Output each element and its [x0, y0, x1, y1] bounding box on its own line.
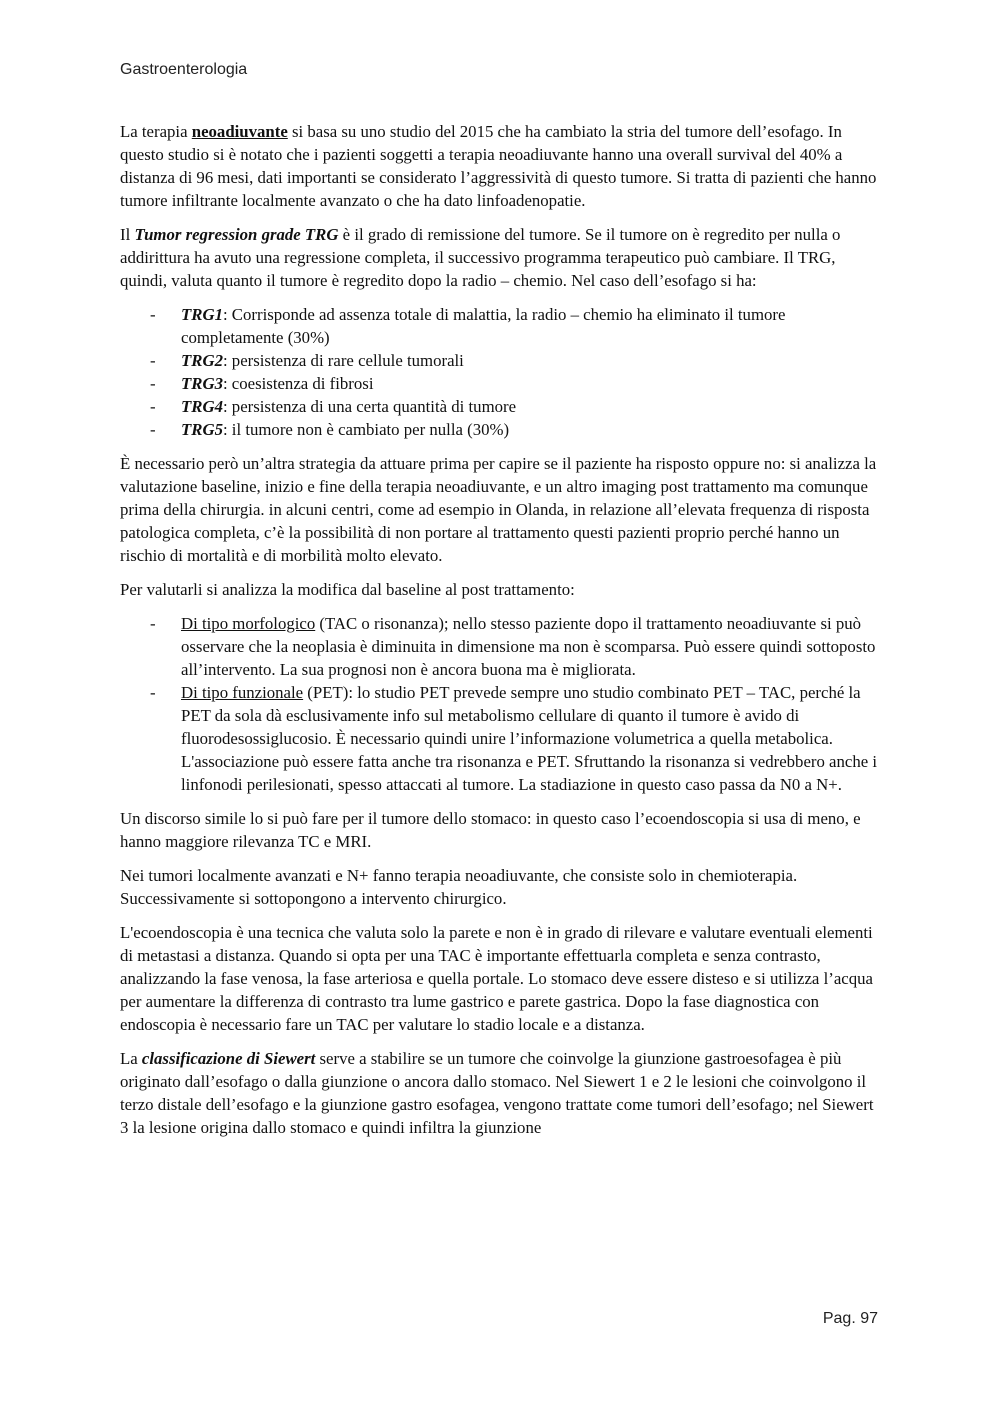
list-item — [120, 372, 882, 395]
list-item — [120, 349, 882, 372]
paragraph-valutazione: Per valutarli si analizza la modifica dal baseline al post trattamento: — [120, 580, 575, 599]
paragraph-trg — [120, 223, 882, 292]
paragraph-ecoendoscopia: L'ecoendoscopia è una tecnica che valuta solo la parete e non è in grado di rilevare e valutare eventuali elementi di metastasi a distanza. Quando si opta per una TAC è importante effettuarla completa e senza contrasto, analizzando la fase venosa, la fase arteriosa e quella portale. Lo stomaco deve essere disteso e si utilizza l’acqua per aumentare la differenza di contrasto tra lume gastrico e parete gastrica. Dopo la fase diagnostica con endoscopia è necessario fare un TAC per valutare lo stadio locale e a distanza. — [120, 923, 873, 1034]
list-text: (PET): lo studio PET prevede sempre uno studio combinato PET – TAC, perché la PET da sola dà esclusivamente info sul metabolismo cellulare di quanto il tumore è avido di fluorodesossiglucosio. È necessario quindi unire l’informazione volumetrica a quella metabolica. L'associazione può essere fatta anche tra risonanza e PET. Sfruttando la risonanza si vedrebbero anche i linfonodi perilesionati, spesso attaccati al tumore. La stadiazione in questo caso passa da N0 a N+. — [181, 683, 878, 794]
list-text: : persistenza di rare cellule tumorali — [222, 351, 464, 370]
list-item — [120, 418, 882, 441]
list-item — [120, 612, 882, 681]
list-term: TRG3 — [181, 374, 223, 393]
paragraph-stomaco: Un discorso simile lo si può fare per il tumore dello stomaco: in questo caso l’ecoendoscopia si usa di meno, e hanno maggiore rilevanza TC e MRI. — [120, 809, 861, 851]
text-span: si basa su uno studio del 2015 che ha cambiato la stria del tumore dell’esofago. In questo studio si è notato che i pazienti soggetti a terapia neoadiuvante hanno una overall survival del 40% a distanza di 96 mesi, dati importanti se considerato l’aggressività di questo tumore. Si tratta di pazienti che hanno tumore infiltrante localmente avanzato o che ha dato linfoadenopatie. — [120, 122, 877, 210]
paragraph-neoadiuvante — [120, 120, 882, 212]
list-item — [120, 303, 882, 349]
paragraph-siewert — [120, 1047, 882, 1139]
modification-list — [120, 612, 882, 796]
page-number: Pag. 97 — [822, 1310, 878, 1327]
paragraph-tumori-avanzati: Nei tumori localmente avanzati e N+ fanno terapia neoadiuvante, che consiste solo in chemioterapia. Successivamente si sottopongono a intervento chirurgico. — [120, 866, 798, 908]
list-term: TRG2 — [181, 351, 223, 370]
list-term: TRG4 — [181, 397, 223, 416]
text-span: Il — [120, 225, 135, 244]
list-item — [120, 395, 882, 418]
page-body — [120, 120, 882, 1150]
text-span: serve a stabilire se un tumore che coinvolge la giunzione gastroesofagea è più originato dall’esofago o dalla giunzione o ancora dallo stomaco. Nel Siewert 1 e 2 le lesioni che coinvolgono il terzo distale dell’esofago e la giunzione gastro esofagea, vengono trattate come tumori dell’esofago; nel Siewert 3 la lesione origina dallo stomaco e quindi infiltra la giunzione — [120, 1049, 874, 1137]
list-text: : il tumore non è cambiato per nulla (30%) — [222, 420, 510, 439]
paragraph-strategy: È necessario però un’altra strategia da attuare prima per capire se il paziente ha risposto oppure no: si analizza la valutazione baseline, inizio e fine della terapia neoadiuvante, e un altro imaging post trattamento ma comunque prima della chirurgia. in alcuni centri, come ad esempio in Olanda, in relazione all’elevata frequenza di risposta patologica completa, c’è la possibilità di non portare al trattamento questi pazienti proprio perché hanno un rischio di mortalità e di morbilità molto elevato. — [120, 454, 877, 565]
text-span: La — [120, 1049, 142, 1068]
list-item — [120, 681, 882, 796]
list-text: : coesistenza di fibrosi — [222, 374, 374, 393]
list-term: TRG1 — [181, 305, 223, 324]
term-neoadiuvante: neoadiuvante — [191, 122, 288, 141]
term-trg: Tumor regression grade TRG — [134, 225, 339, 244]
list-text: : persistenza di una certa quantità di tumore — [222, 397, 517, 416]
list-text: (TAC o risonanza); nello stesso paziente dopo il trattamento neoadiuvante si può osservare che la neoplasia è diminuita in dimensione ma non è scomparsa. Può essere quindi sottoposto all’intervento. La sua prognosi non è ancora buona ma è migliorata. — [181, 614, 876, 679]
trg-list — [120, 303, 882, 441]
list-term: Di tipo morfologico — [181, 614, 316, 633]
text-span: La terapia — [120, 122, 192, 141]
list-term: TRG5 — [181, 420, 223, 439]
running-header: Gastroenterologia — [120, 61, 248, 78]
list-text: : Corrisponde ad assenza totale di malattia, la radio – chemio ha eliminato il tumore completamente (30%) — [181, 305, 786, 347]
text-span: è il grado di remissione del tumore. Se il tumore on è regredito per nulla o addirittura ha avuto una regressione completa, il successivo programma terapeutico può cambiare. Il TRG, quindi, valuta quanto il tumore è regredito dopo la radio – chemio. Nel caso dell’esofago si ha: — [120, 225, 841, 290]
list-term: Di tipo funzionale — [181, 683, 304, 702]
term-siewert: classificazione di Siewert — [141, 1049, 316, 1068]
